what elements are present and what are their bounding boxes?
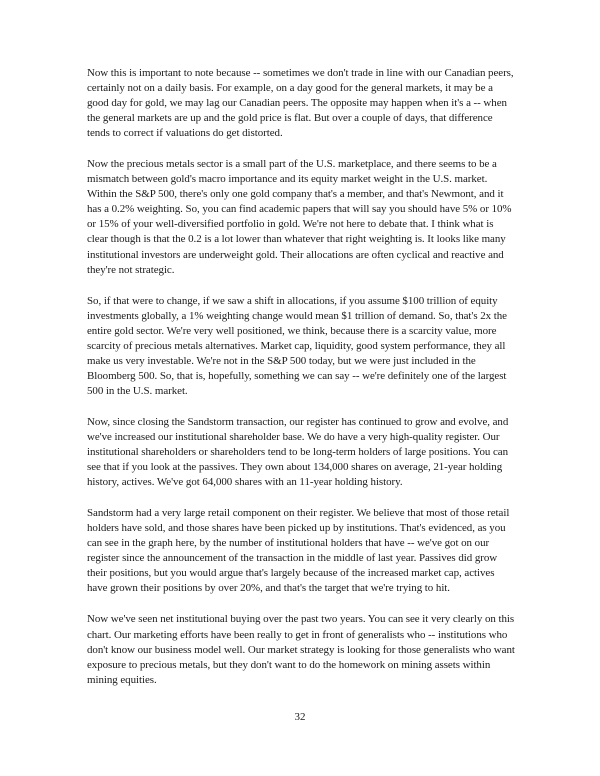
transcript-body [87, 66, 515, 704]
paragraph: So, if that were to change, if we saw a shift in allocations, if you assume $100 trillion of equity investments globally, a 1% weighting change would mean $1 trillion of demand. So, that's 2x the entire gold sector. We're very well positioned, we think, because there is a scarcity value, more scarcity of precious metals alternatives. Market cap, liquidity, good system performance, they all make us very investable. We're not in the S&P 500 today, but we were just included in the Bloomberg 500. So, that is, hopefully, something we can say -- we're definitely one of the largest 500 in the U.S. market. [87, 294, 507, 397]
paragraph: Now this is important to note because -- sometimes we don't trade in line with our Canadian peers, certainly not on a daily basis. For example, on a day good for the general markets, it may be a good day for gold, we may lag our Canadian peers. The opposite may happen when it's a -- when the general markets are up and the gold price is flat. But over a couple of days, that difference tends to correct if valuations do get distorted. [87, 67, 514, 140]
paragraph: Sandstorm had a very large retail component on their register. We believe that most of those retail holders have sold, and those shares have been picked up by institutions. That's evidenced, as you can see in the graph here, by the number of institutional holders that have -- we've got on our register since the announcement of the transaction in the middle of last year. Passives did grow their positions, but you would argue that's largely because of the increased market cap, actives have grown their positions by over 20%, and that's the target that we're trying to hit. [87, 507, 510, 595]
paragraph: Now the precious metals sector is a small part of the U.S. marketplace, and there seems to be a mismatch between gold's macro importance and its equity market weight in the U.S. market. Within the S&P 500, there's only one gold company that's a member, and that's Newmont, and it has a 0.2% weighting. So, you can find academic papers that will say you should have 5% or 10% or 15% of your well-diversified portfolio in gold. We're not here to debate that. I think what is clear though is that the 0.2 is a lot lower than whatever that right weighting is. It looks like many institutional investors are underweight gold. Their allocations are often cyclical and reactive and they're not strategic. [87, 158, 512, 276]
paragraph: Now we've seen net institutional buying over the past two years. You can see it very clearly on this chart. Our marketing efforts have been really to get in front of generalists who -- institutions who don't know our business model well. Our market strategy is looking for those generalists who want exposure to precious metals, but they don't want to do the homework on mining assets within mining equities. [87, 613, 515, 686]
paragraph: Now, since closing the Sandstorm transaction, our register has continued to grow and evolve, and we've increased our institutional shareholder base. We do have a very high-quality register. Our institutional shareholders or shareholders tend to be long-term holders of large positions. You can see that if you look at the passives. They own about 134,000 shares on average, 21-year holding history, actives. We've got 64,000 shares with an 11-year holding history. [87, 415, 509, 489]
page-number: 32 [294, 711, 306, 723]
